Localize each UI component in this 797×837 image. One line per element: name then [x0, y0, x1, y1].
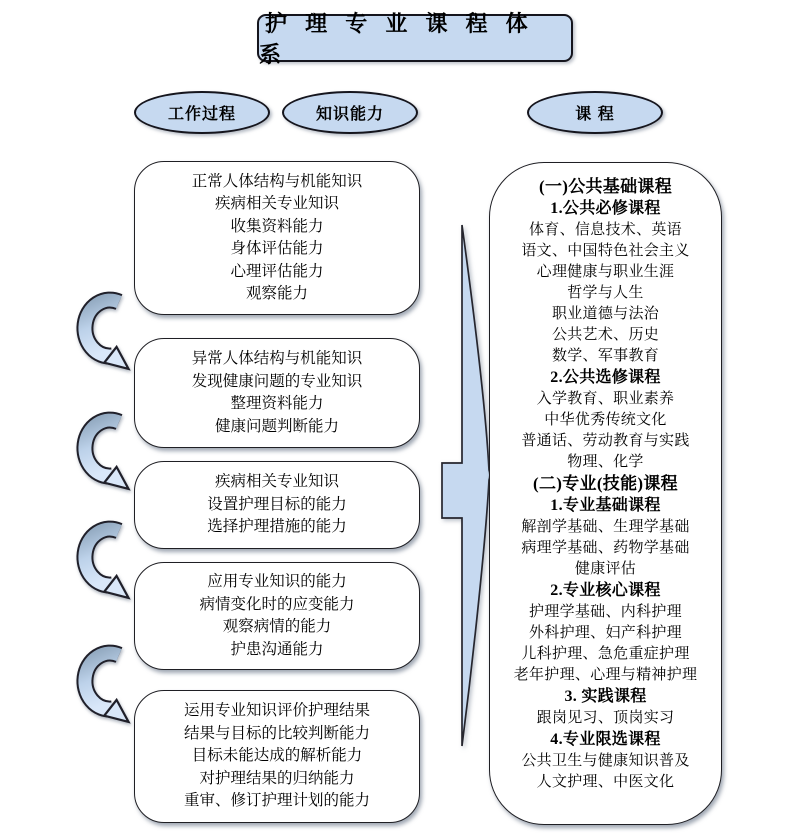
course-section-heading: 1.专业基础课程 — [550, 497, 661, 514]
work-box-line: 观察病情的能力 — [222, 618, 332, 635]
work-box-line: 收集资料能力 — [230, 217, 324, 235]
oval-knowledge-ability-label: 知识能力 — [315, 106, 384, 123]
oval-work-process — [134, 91, 270, 134]
work-box-line: 身体评估能力 — [230, 240, 324, 257]
course-section-heading: (一)公共基础课程 — [538, 177, 673, 196]
course-item: 语文、中国特色社会主义 — [521, 243, 690, 259]
work-box-line: 目标未能达成的解析能力 — [191, 747, 363, 765]
work-box-line: 对护理结果的归纳能力 — [199, 769, 355, 787]
curved-arrow-icon — [70, 292, 134, 384]
course-item: 体育、信息技术、英语 — [528, 222, 682, 238]
work-box-line: 护患沟通能力 — [230, 640, 324, 658]
course-item: 心理健康与职业生涯 — [536, 264, 675, 280]
work-box-line: 异常人体结构与机能知识 — [191, 350, 363, 367]
oval-work-process-label: 工作过程 — [167, 106, 236, 123]
course-item: 哲学与人生 — [567, 285, 644, 301]
work-box-evaluation — [134, 690, 420, 823]
course-item: 护理学基础、内科护理 — [528, 604, 682, 620]
work-box-line: 疾病相关专业知识 — [214, 473, 339, 491]
course-section-heading: 2.专业核心课程 — [550, 582, 661, 599]
course-item: 入学教育、职业素养 — [536, 391, 675, 407]
work-box-line: 发现健康问题的专业知识 — [191, 372, 363, 390]
work-box-diagnosis — [134, 338, 420, 448]
course-section-heading: 3. 实践课程 — [564, 688, 647, 705]
curved-arrow-icon — [70, 292, 134, 384]
right-block-arrow-icon — [435, 218, 495, 758]
course-item: 老年护理、心理与精神护理 — [513, 667, 698, 683]
work-box-line: 病情变化时的应变能力 — [199, 595, 355, 613]
work-box-line: 疾病相关专业知识 — [214, 195, 339, 212]
diagram-title: 护 理 专 业 课 程 体 系 — [257, 14, 573, 62]
work-box-line: 应用专业知识的能力 — [207, 573, 347, 590]
oval-course-label: 课 程 — [575, 106, 615, 123]
course-item: 公共卫生与健康知识普及 — [521, 753, 690, 769]
course-item: 职业道德与法治 — [551, 306, 660, 322]
work-box-line: 重审、修订护理计划的能力 — [183, 792, 370, 810]
curved-arrow-icon — [70, 645, 134, 737]
course-item: 外科护理、妇产科护理 — [528, 625, 682, 641]
work-box-assessment — [134, 161, 420, 315]
work-box-line: 结果与目标的比较判断能力 — [183, 724, 370, 742]
course-item: 普通话、劳动教育与实践 — [521, 433, 690, 449]
course-item: 数学、军事教育 — [551, 348, 660, 364]
work-box-line: 选择护理措施的能力 — [207, 518, 347, 536]
course-section-heading: 1.公共必修课程 — [550, 200, 661, 217]
course-item: 物理、化学 — [567, 454, 644, 470]
course-item: 跟岗见习、顶岗实习 — [536, 710, 675, 726]
work-box-line: 正常人体结构与机能知识 — [191, 172, 363, 190]
course-item: 健康评估 — [574, 561, 637, 577]
work-box-line: 心理评估能力 — [230, 262, 324, 280]
oval-knowledge-ability — [282, 91, 418, 134]
course-item: 解剖学基础、生理学基础 — [521, 519, 690, 535]
curved-arrow-icon — [70, 412, 134, 504]
work-box-planning — [134, 461, 420, 549]
course-section-heading: 4.专业限选课程 — [550, 731, 661, 748]
curved-arrow-icon — [70, 412, 134, 504]
curved-arrow-icon — [70, 645, 134, 737]
oval-course — [527, 91, 663, 134]
work-box-implementation — [134, 562, 420, 670]
curved-arrow-icon — [70, 521, 134, 613]
course-section-heading: (二)专业(技能)课程 — [533, 474, 678, 493]
work-box-line: 整理资料能力 — [230, 395, 324, 412]
course-item: 中华优秀传统文化 — [544, 412, 667, 428]
course-item: 儿科护理、急危重症护理 — [521, 646, 690, 662]
work-box-line: 观察能力 — [245, 285, 308, 302]
work-box-line: 设置护理目标的能力 — [207, 495, 347, 513]
curved-arrow-icon — [70, 521, 134, 613]
course-item: 人文护理、中医文化 — [536, 774, 675, 790]
work-box-line: 运用专业知识评价护理结果 — [183, 702, 370, 720]
work-box-line: 健康问题判断能力 — [214, 417, 339, 435]
course-item: 公共艺术、历史 — [551, 327, 660, 343]
course-item: 病理学基础、药物学基础 — [521, 540, 690, 556]
course-panel — [489, 162, 722, 825]
course-section-heading: 2.公共选修课程 — [550, 369, 661, 386]
